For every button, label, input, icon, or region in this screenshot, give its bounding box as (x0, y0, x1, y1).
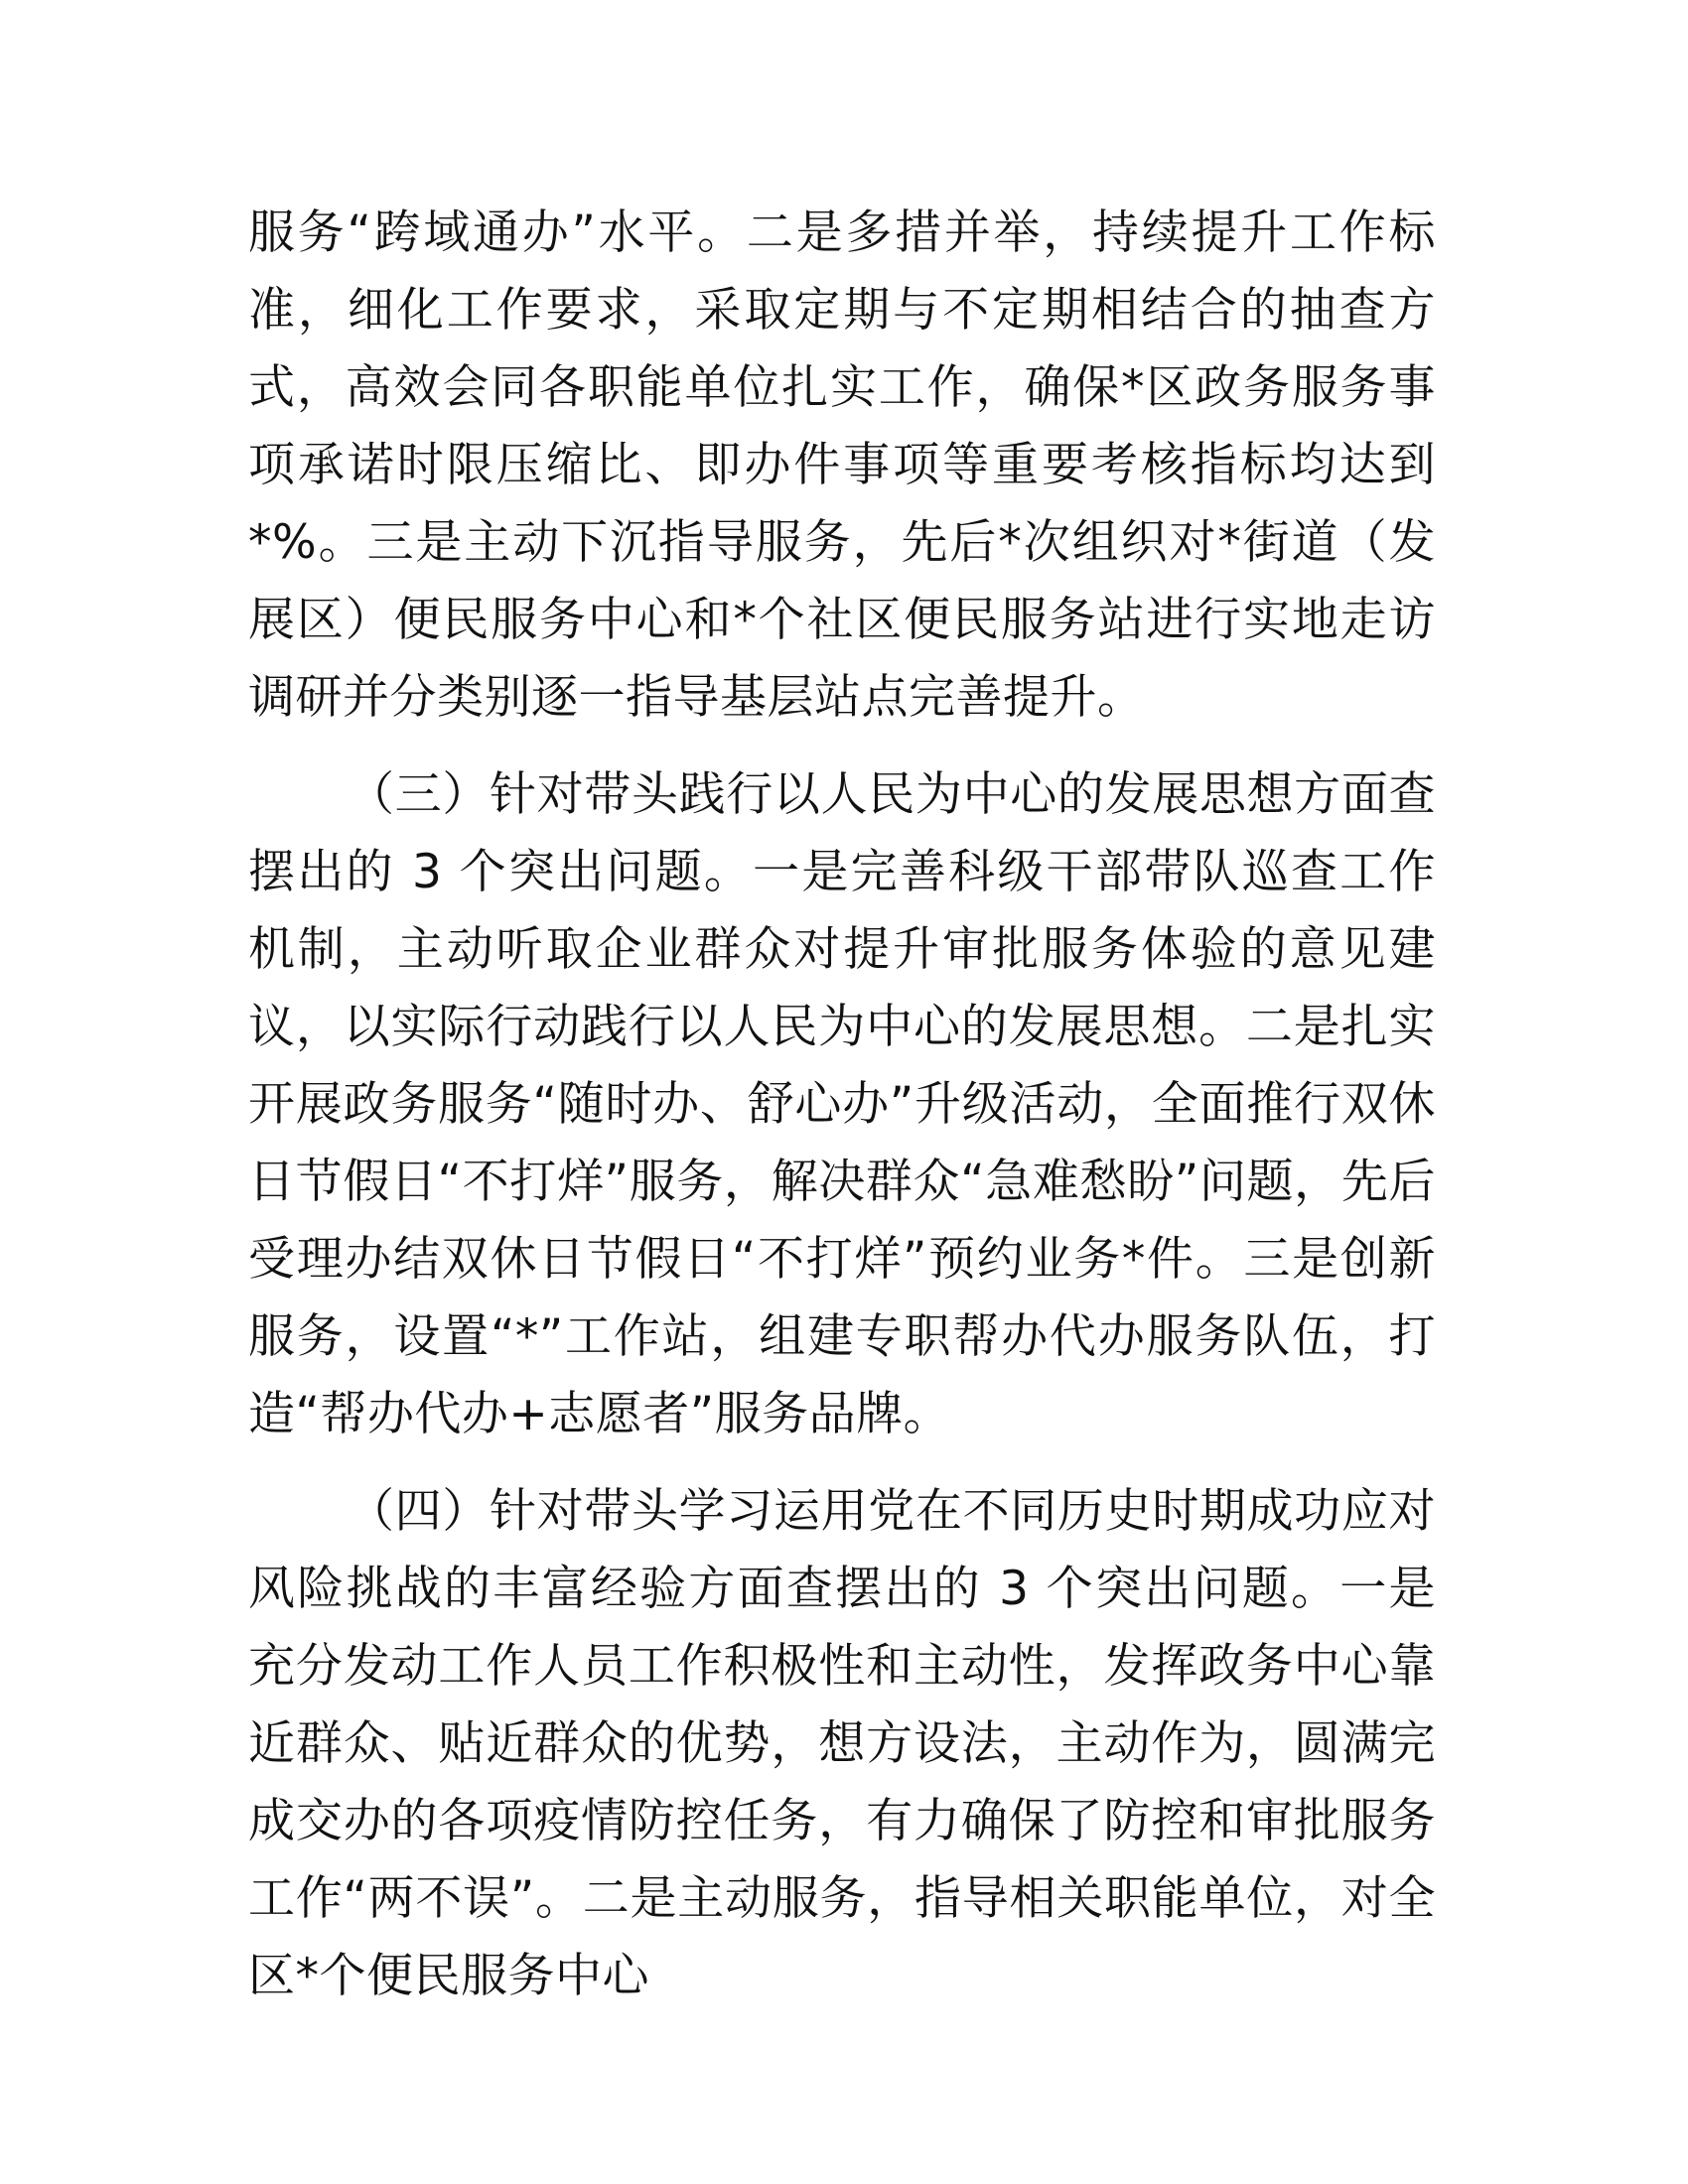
paragraph-section-four: （四）针对带头学习运用党在不同历史时期成功应对风险挑战的丰富经验方面查摆出的 3 个突出问题。一是充分发动工作人员工作积极性和主动性，发挥政务中心靠近群众、贴近群众的优势，想方设法，主动作为，圆满完成交办的各项疫情防控任务，有力确保了防控和审批服务工作“两不误”。二是主动服务，指导相关职能单位，对全区*个便民服务中心 (248, 1484, 1436, 2003)
body-text (248, 195, 1436, 2035)
paragraph-section-three: （三）针对带头践行以人民为中心的发展思想方面查摆出的 3 个突出问题。一是完善科级干部带队巡查工作机制，主动听取企业群众对提升审批服务体验的意见建议，以实际行动践行以人民为中心的发展思想。二是扎实开展政务服务“随时办、舒心办”升级活动，全面推行双休日节假日“不打烊”服务，解决群众“急难愁盼”问题，先后受理办结双休日节假日“不打烊”预约业务*件。三是创新服务，设置“*”工作站，组建专职帮办代办服务队伍，打造“帮办代办+志愿者”服务品牌。 (248, 767, 1437, 1441)
paragraph-service-continuation: 服务“跨域通办”水平。二是多措并举，持续提升工作标准，细化工作要求，采取定期与不定期相结合的抽查方式，高效会同各职能单位扎实工作，确保*区政务服务事项承诺时限压缩比、即办件事项等重要考核指标均达到*%。三是主动下沉指导服务，先后*次组织对*街道（发展区）便民服务中心和*个社区便民服务站进行实地走访调研并分类别逐一指导基层站点完善提升。 (248, 205, 1436, 725)
